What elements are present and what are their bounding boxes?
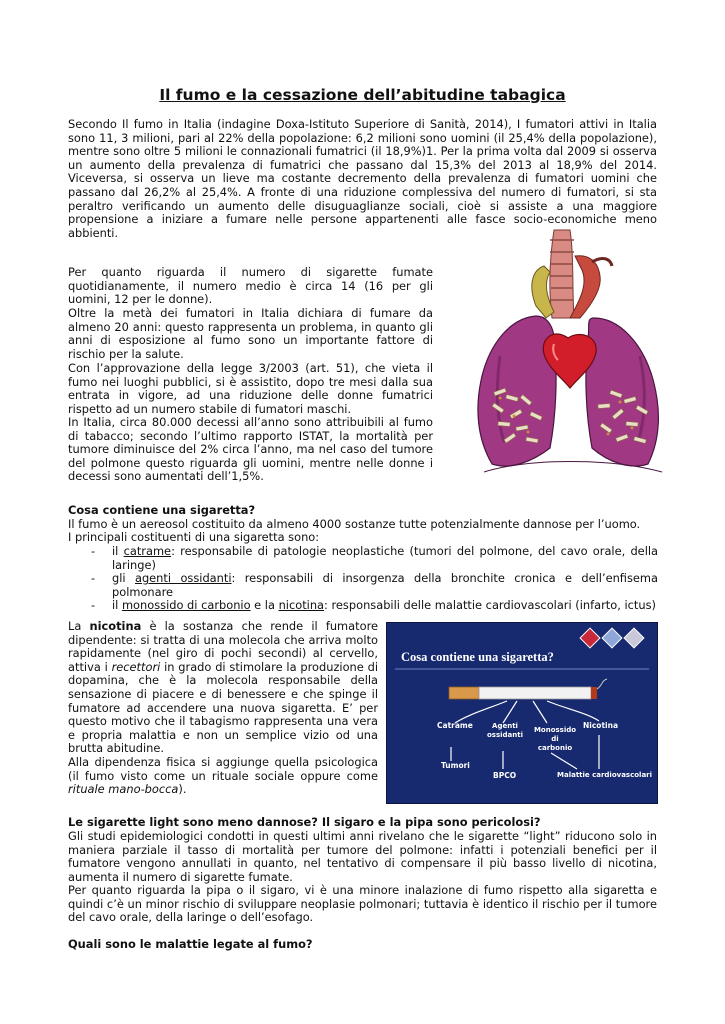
cigarette-aerosol-line: Il fumo è un aereosol costituito da almeno 4000 sostanze tutte potenzialmente dannose per l’uomo. (68, 517, 641, 531)
intro-paragraph: Secondo Il fumo in Italia (indagine Doxa-Istituto Superiore di Sanità, 2014), I fumatori attivi in Italia sono 11, 3 milioni, pari al 22% della popolazione: 6,2 milioni sono uomini (il 25,4% della popolazione), mentre sono oltre 5 milioni le connazionali fumatrici (il 18,9%)1. Per la prima volta dal 2009 si osserva un aumento della prevalenza di fumatrici che passano dal 15,3% del 2013 al 18,9% del 2014. Viceversa, si osserva un lieve ma costante decremento della prevalenza di fumatori uomini che passano dal 26,2% al 25,4%. A fronte di una riduzione complessiva del numero di fumatori, si sta peraltro verificando un aumento delle disuguaglianze sociali, cioè si assiste a una maggiore propensione a iniziare a fumare nelle persone appartenenti alle fasce socio-economiche meno abbienti. (68, 117, 657, 240)
term-catrame: catrame (123, 544, 172, 558)
stats-paragraph-daily: Per quanto riguarda il numero di sigarette fumate quotidianamente, il numero medio è circa 14 (16 per gli uomini, 12 per le donne). (68, 265, 433, 307)
cigarette-heading: Cosa contiene una sigaretta? (68, 503, 256, 517)
list-item-agenti-ossidanti: - gli agenti ossidanti: responsabili di insorgenza della bronchite cronica e dell’enfisema polmonare (88, 572, 658, 599)
slide-outcome-bpco: BPCO (493, 771, 517, 780)
slide-label-agenti-ossidanti: Agenti ossidanti (487, 722, 524, 739)
stats-paragraph-deaths: In Italia, circa 80.000 decessi all’anno sono attribuibili al fumo di tabacco; secondo l’ultimo rapporto ISTAT, la mortalità per tumore diminuisce del 2% circa l’anno, ma nel caso del tumore del polmone questo riguarda gli uomini, mentre nelle donne i decessi sono aumentati dell’1,5%. (68, 415, 433, 484)
slide-label-nicotina: Nicotina (583, 721, 619, 730)
light-heading: Le sigarette light sono meno dannose? Il sigaro e la pipa sono pericolosi? (68, 815, 541, 829)
light-paragraph: Gli studi epidemiologici condotti in questi ultimi anni rivelano che le sigarette “light” riducono solo in maniera parziale il tasso di mortalità per tumore del polmone: infatti i potenziali benefici per il fumatore vengono annullati in quanto, nel tentativo di compensare il più basso livello di nicotina, aumenta il numero di sigarette fumate. (68, 829, 657, 884)
pipe-cigar-paragraph: Per quanto riguarda la pipa o il sigaro, vi è una minore inalazione di fumo rispetto alla sigaretta e quindi c’è un minor rischio di sviluppare neoplasie polmonari; tuttavia è identico il rischio per il tumore del cavo orale, della laringe o dell’esofago. (68, 883, 657, 925)
lungs-illustration (470, 226, 680, 480)
slide-label-catrame: Catrame (437, 721, 473, 730)
list-item-monossido-nicotina: - il monossido di carbonio e la nicotina: responsabili delle malattie cardiovascolari (infarto, ictus) (88, 599, 658, 613)
term-monossido: monossido di carbonio (121, 598, 251, 613)
slide-cigarette-icon (449, 679, 607, 699)
slide-outcome-tumori: Tumori (441, 761, 470, 770)
stats-paragraph-years: Oltre la metà dei fumatori in Italia dichiara di fumare da almeno 20 anni: questo rappresenta un problema, in quanto gli anni di esposizione al fumo sono un importante fattore di rischio per la salute. (68, 306, 433, 361)
diseases-heading: Quali sono le malattie legate al fumo? (68, 937, 313, 951)
cigarette-constituents-intro: I principali costituenti di una sigaretta sono: (68, 530, 320, 544)
page-title: Il fumo e la cessazione dell’abitudine tabagica (159, 86, 566, 104)
cigarette-contents-slide (386, 622, 658, 804)
nicotina-term: nicotina (89, 619, 142, 633)
term-nicotina: nicotina (278, 598, 325, 613)
slide-title: Cosa contiene una sigaretta? (401, 650, 554, 664)
slide-outcome-cardiovascular: Malattie cardiovascolari (557, 771, 653, 779)
list-item-catrame: - il catrame: responsabile di patologie neoplastiche (tumori del polmone, del cavo orale, della laringe) (88, 545, 658, 572)
slide-label-monossido: Monossido di carbonio (533, 726, 577, 752)
term-agenti-ossidanti: agenti ossidanti (134, 571, 232, 586)
lungs-drawing (478, 230, 662, 472)
nicotine-paragraph: La nicotina è la sostanza che rende il fumatore dipendente: si tratta di una molecola che arriva molto rapidamente (nel giro di pochi secondi) al cervello, attiva i recettori in grado di stimolare la produzione di dopamina, che è la molecola responsabile della sensazione di piacere e di benessere e che spinge il fumatore ad accendere una nuova sigaretta. E’ per questo motivo che il tabagismo rappresenta una vera e propria malattia e non un semplice vizio od una brutta abitudine. Alla dipendenza fisica si aggiunge quella psicologica (il fumo visto come un rituale sociale oppure come rituale mano-bocca). (68, 619, 379, 797)
slide-diamonds (580, 628, 644, 648)
stats-paragraph-law: Con l’approvazione della legge 3/2003 (art. 51), che vieta il fumo nei luoghi pubblici, si è assistito, dopo tre mesi dalla sua entrata in vigore, ad una riduzione delle donne fumatrici rispetto ad un numero stabile di fumatori maschi. (68, 361, 433, 416)
constituents-list (88, 545, 658, 613)
